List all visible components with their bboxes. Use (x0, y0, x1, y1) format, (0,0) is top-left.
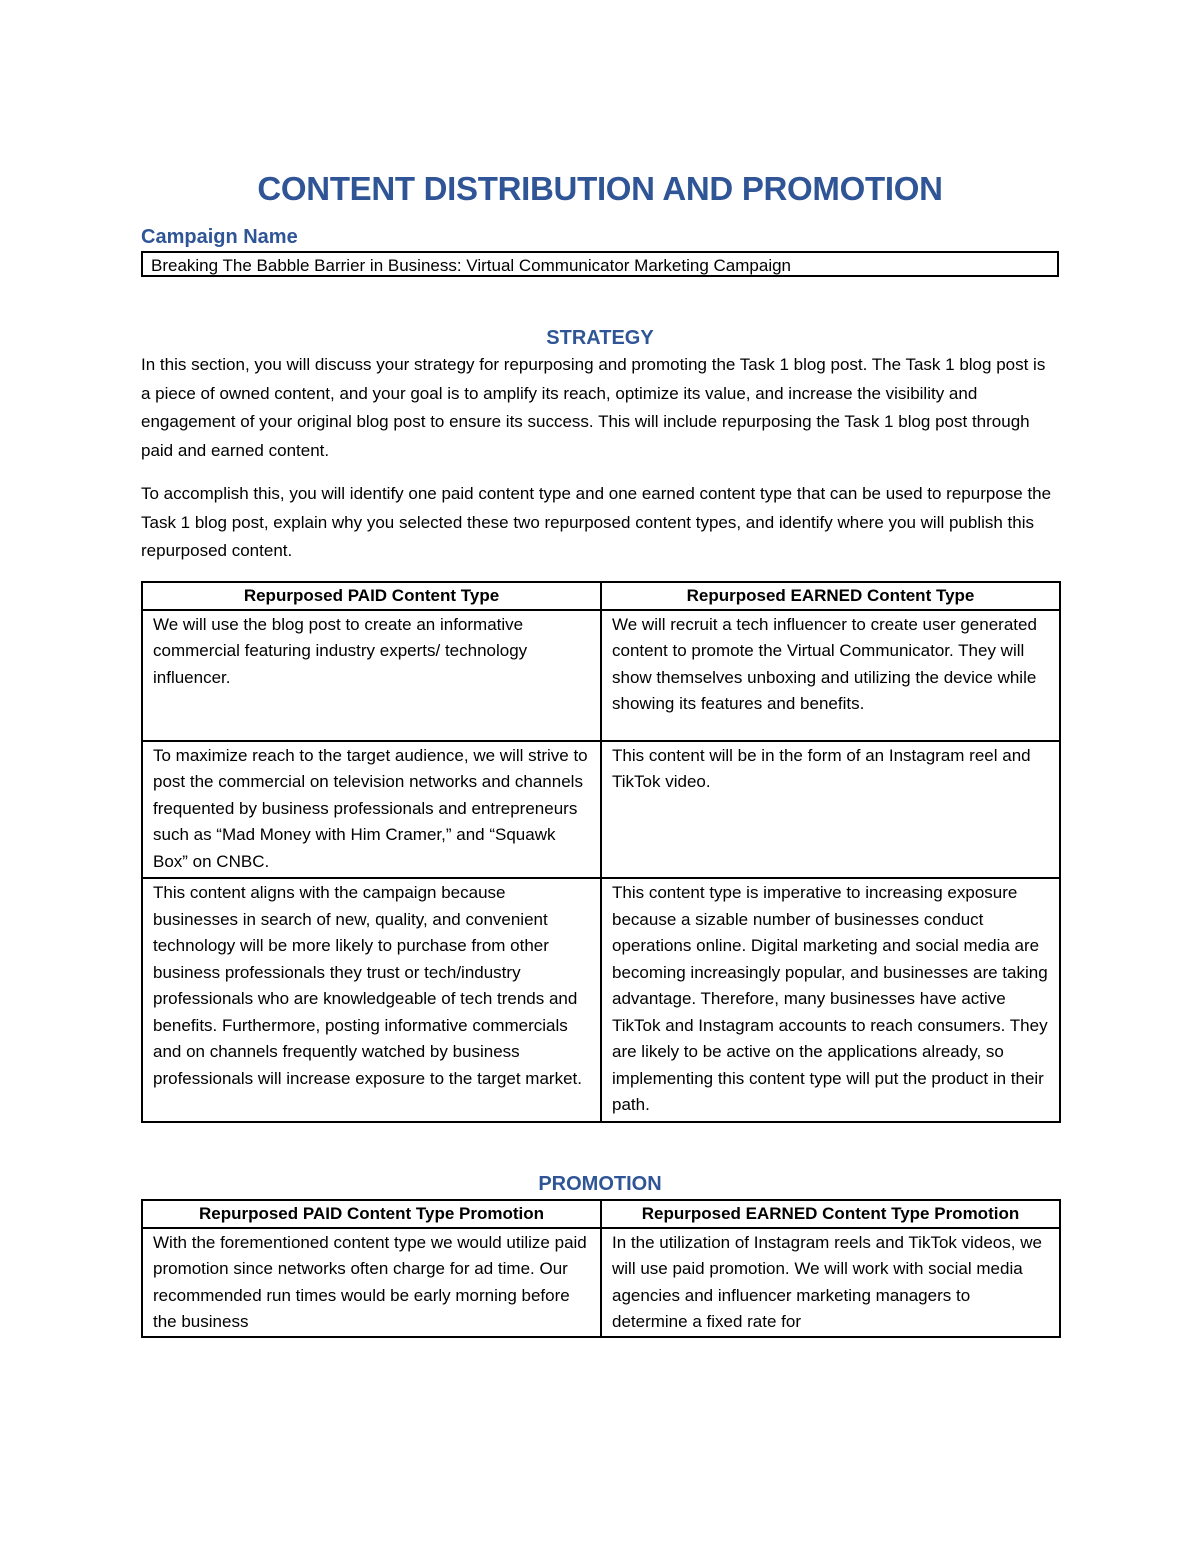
earned-promotion-cell (601, 1228, 1060, 1337)
earned-content-cell: This content will be in the form of an Instagram reel and TikTok video. (601, 741, 1060, 879)
campaign-name-label: Campaign Name (141, 226, 298, 248)
paid-content-cell: To maximize reach to the target audience, we will strive to post the commercial on television networks and channels frequented by business professionals and entrepreneurs such as “Mad Money with Him Cramer,” and “Squawk Box” on CNBC. (142, 741, 601, 879)
earned-promotion-header: Repurposed EARNED Content Type Promotion (601, 1200, 1060, 1228)
document-page (141, 165, 1059, 1338)
paid-promotion-cell (142, 1228, 601, 1337)
promotion-heading: PROMOTION (538, 1172, 662, 1195)
earned-promotion-text: In the utilization of Instagram reels and TikTok videos, we will use paid promotion. We will work with social media agencies and influencer marketing managers to determine a fixed rate for (612, 1232, 1042, 1331)
paid-promotion-header: Repurposed PAID Content Type Promotion (142, 1200, 601, 1228)
earned-content-cell: We will recruit a tech influencer to create user generated content to promote the Virtual Communicator. They will show themselves unboxing and utilizing the device while showing its features and benefits. (601, 610, 1060, 741)
paid-content-cell: This content aligns with the campaign because businesses in search of new, quality, and convenient technology will be more likely to purchase from other business professionals they trust or tech/industry professionals who are knowledgeable of tech trends and benefits. Furthermore, posting informative commercials and on channels frequently watched by business professionals will increase exposure to the target market. (142, 878, 601, 1122)
document-title: CONTENT DISTRIBUTION AND PROMOTION (257, 170, 943, 207)
table-row (142, 878, 1060, 1122)
strategy-table (141, 581, 1061, 1123)
paid-content-type-header: Repurposed PAID Content Type (142, 582, 601, 610)
table-row (142, 1228, 1060, 1337)
table-header-row (142, 1200, 1060, 1228)
earned-content-type-header: Repurposed EARNED Content Type (601, 582, 1060, 610)
paid-promotion-text: With the forementioned content type we would utilize paid promotion since networks often charge for ad time. Our recommended run times would be early morning before the business (153, 1232, 587, 1331)
paid-content-cell: We will use the blog post to create an informative commercial featuring industry experts/ technology influencer. (142, 610, 601, 741)
table-row (142, 610, 1060, 741)
table-row (142, 741, 1060, 879)
strategy-paragraph-2: To accomplish this, you will identify one paid content type and one earned content type that can be used to repurpose the Task 1 blog post, explain why you selected these two repurposed content types, and identify where you will publish this repurposed content. (141, 484, 1052, 560)
strategy-heading: STRATEGY (546, 327, 654, 349)
campaign-name-box: Breaking The Babble Barrier in Business: Virtual Communicator Marketing Campaign (141, 251, 1059, 277)
strategy-paragraph-1: In this section, you will discuss your strategy for repurposing and promoting the Task 1 blog post. The Task 1 blog post is a piece of owned content, and your goal is to amplify its reach, optimize its value, and increase the visibility and engagement of your original blog post to ensure its success. This will include repurposing the Task 1 blog post through paid and earned content. (141, 355, 1046, 460)
promotion-table (141, 1199, 1061, 1338)
earned-content-cell: This content type is imperative to increasing exposure because a sizable number of businesses conduct operations online. Digital marketing and social media are becoming increasingly popular, and businesses are taking advantage. Therefore, many businesses have active TikTok and Instagram accounts to reach consumers. They are likely to be active on the applications already, so implementing this content type will put the product in their path. (601, 878, 1060, 1122)
table-header-row (142, 582, 1060, 610)
